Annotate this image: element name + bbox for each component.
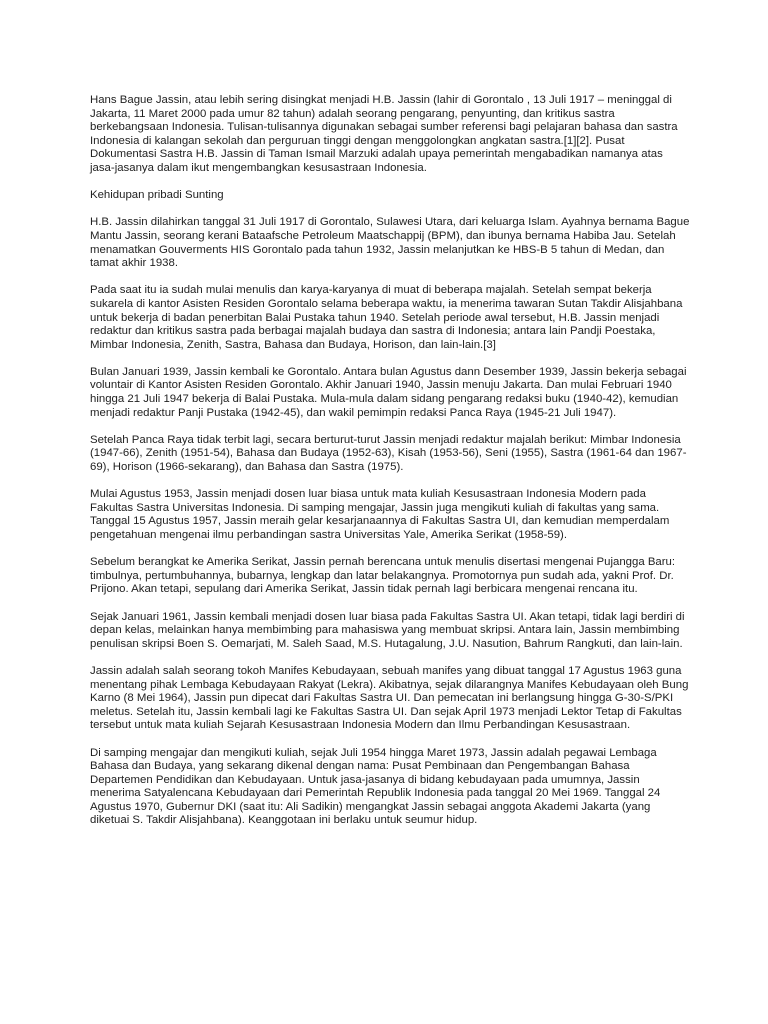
body-paragraph: Bulan Januari 1939, Jassin kembali ke Gorontalo. Antara bulan Agustus dann Desember 1939, Jassin bekerja sebagai voluntair di Kantor Asisten Residen Gorontalo. Akhir Januari 1940, Jassin menuju Jakarta. Dan mulai Februari 1940 hingga 21 Juli 1947 bekerja di Balai Pustaka. Mula-mula dalam sidang pengarang redaksi buku (1940-42), kemudian menjadi redaktur Panji Pustaka (1942-45), dan wakil pemimpin redaksi Panca Raya (1945-21 Juli 1947).: [90, 365, 687, 419]
body-paragraph: H.B. Jassin dilahirkan tanggal 31 Juli 1917 di Gorontalo, Sulawesi Utara, dari keluarga Islam. Ayahnya bernama Bague Mantu Jassin, seorang kerani Bataafsche Petroleum Maatschappij (BPM), dan ibunya bernama Habiba Jau. Setelah menamatkan Gouverments HIS Gorontalo pada tahun 1932, Jassin melanjutkan ke HBS-B 5 tahun di Medan, dan tamat akhir 1938.: [90, 216, 690, 270]
section-heading: Kehidupan pribadi Sunting: [90, 189, 224, 202]
intro-paragraph: Hans Bague Jassin, atau lebih sering disingkat menjadi H.B. Jassin (lahir di Gorontalo , 13 Juli 1917 – meninggal di Jakarta, 11 Maret 2000 pada umur 82 tahun) adalah seorang pengarang, penyunting, dan kritikus sastra berkebangsaan Indonesia. Tulisan-tulisannya digunakan sebagai sumber referensi bagi pelajaran bahasa dan sastra Indonesia di kalangan sekolah dan perguruan tinggi dengan menggolongkan angkatan sastra.[1][2]. Pusat Dokumentasi Sastra H.B. Jassin di Taman Ismail Marzuki adalah upaya pemerintah mengabadikan namanya atas jasa-jasanya dalam ikut mengembangkan kesusastraan Indonesia.: [90, 94, 678, 174]
body-paragraph: Di samping mengajar dan mengikuti kuliah, sejak Juli 1954 hingga Maret 1973, Jassin adalah pegawai Lembaga Bahasa dan Budaya, yang sekarang dikenal dengan nama: Pusat Pembinaan dan Pengembangan Bahasa Departemen Pendidikan dan Kebudayaan. Untuk jasa-jasanya di bidang kebudayaan pada umumnya, Jassin menerima Satyalencana Kebudayaan dari Pemerintah Republik Indonesia pada tanggal 20 Mei 1969. Tanggal 24 Agustus 1970, Gubernur DKI (saat itu: Ali Sadikin) mengangkat Jassin sebagai anggota Akademi Jakarta (yang diketuai S. Takdir Alisjahbana). Keanggotaan ini berlaku untuk seumur hidup.: [90, 746, 661, 827]
body-paragraph: Sebelum berangkat ke Amerika Serikat, Jassin pernah berencana untuk menulis disertasi mengenai Pujangga Baru: timbulnya, pertumbuhannya, bubarnya, lengkap dan latar belakangnya. Promotornya pun sudah ada, yakni Prof. Dr. Prijono. Akan tetapi, sepulang dari Amerika Serikat, Jassin tidak pernah lagi berbicara mengenai rencana itu.: [90, 556, 676, 596]
document-body: [90, 94, 690, 842]
body-paragraph: Pada saat itu ia sudah mulai menulis dan karya-karyanya di muat di beberapa majalah. Setelah sempat bekerja sukarela di kantor Asisten Residen Gorontalo selama beberapa waktu, ia menerima tawaran Sutan Takdir Alisjahbana untuk bekerja di badan penerbitan Balai Pustaka tahun 1940. Setelah periode awal tersebut, H.B. Jassin menjadi redaktur dan kritikus sastra pada berbagai majalah budaya dan sastra di Indonesia; antara lain Pandji Poestaka, Mimbar Indonesia, Zenith, Sastra, Bahasa dan Budaya, Horison, dan lain-lain.[3]: [90, 284, 683, 351]
body-paragraph: Jassin adalah salah seorang tokoh Manifes Kebudayaan, sebuah manifes yang dibuat tanggal 17 Agustus 1963 guna menentang pihak Lembaga Kebudayaan Rakyat (Lekra). Akibatnya, sejak dilarangnya Manifes Kebudayaan oleh Bung Karno (8 Mei 1964), Jassin pun dipecat dari Fakultas Sastra UI. Dan pemecatan ini berlangsung hingga G-30-S/PKI meletus. Setelah itu, Jassin kembali lagi ke Fakultas Sastra UI. Dan sejak April 1973 menjadi Lektor Tetap di Fakultas tersebut untuk mata kuliah Sejarah Kesusastraan Indonesia Modern dan Ilmu Perbandingan Kesusastraan.: [90, 664, 689, 732]
body-paragraph: Mulai Agustus 1953, Jassin menjadi dosen luar biasa untuk mata kuliah Kesusastraan Indonesia Modern pada Fakultas Sastra Universitas Indonesia. Di samping mengajar, Jassin juga mengikuti kuliah di fakultas yang sama. Tanggal 15 Agustus 1957, Jassin meraih gelar kesarjanaannya di Fakultas Sastra UI, dan kemudian memperdalam pengetahuan mengenai ilmu perbandingan sastra Universitas Yale, Amerika Serikat (1958-59).: [90, 488, 670, 541]
body-paragraph: Sejak Januari 1961, Jassin kembali menjadi dosen luar biasa pada Fakultas Sastra UI. Akan tetapi, tidak lagi berdiri di depan kelas, melainkan hanya membimbing para mahasiswa yang membuat skripsi. Antara lain, Jassin membimbing penulisan skripsi Boen S. Oemarjati, M. Saleh Saad, M.S. Hutagalung, J.U. Nasution, Bahrum Rangkuti, dan lain-lain.: [90, 610, 685, 650]
body-paragraph: Setelah Panca Raya tidak terbit lagi, secara berturut-turut Jassin menjadi redaktur majalah berikut: Mimbar Indonesia (1947-66), Zenith (1951-54), Bahasa dan Budaya (1952-63), Kisah (1953-56), Seni (1955), Sastra (1961-64 dan 1967-69), Horison (1966-sekarang), dan Bahasa dan Sastra (1975).: [90, 433, 687, 474]
